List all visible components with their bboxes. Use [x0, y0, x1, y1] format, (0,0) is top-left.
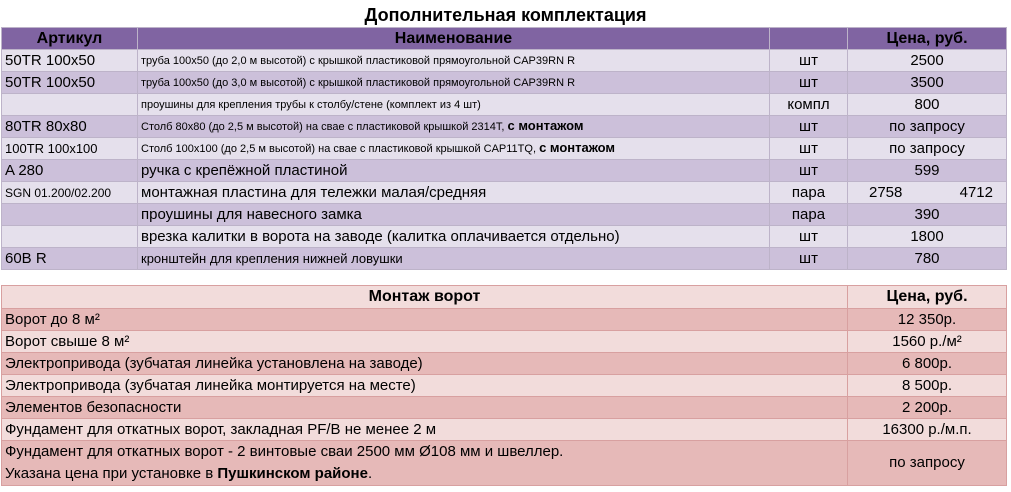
price-cell: 1800: [848, 226, 1007, 248]
name-bold-text: с монтажом: [539, 140, 616, 155]
table-row: [2, 397, 1007, 419]
header-name: Наименование: [138, 28, 770, 50]
service-cell: [2, 441, 848, 486]
gate-installation-table: [1, 285, 1007, 486]
table-row: [2, 138, 1007, 160]
price-cell: 3500: [848, 72, 1007, 94]
name-cell: труба 100х50 (до 3,0 м высотой) с крышкой пластиковой прямоугольной CAP39RN R: [138, 72, 770, 94]
header-unit: [770, 28, 848, 50]
name-bold-text: с монтажом: [507, 118, 584, 133]
unit-cell: шт: [770, 160, 848, 182]
price-cell: 12 350р.: [848, 309, 1007, 331]
price-cell: 599: [848, 160, 1007, 182]
service-line-1: Фундамент для откатных ворот - 2 винтовые сваи 2500 мм Ø108 мм и швеллер.: [5, 443, 564, 460]
service-cell: Электропривода (зубчатая линейка установлена на заводе): [2, 353, 848, 375]
service-cell: Ворот до 8 м²: [2, 309, 848, 331]
unit-cell: пара: [770, 182, 848, 204]
table-row: [2, 331, 1007, 353]
header-article: Артикул: [2, 28, 138, 50]
table-header-row: [2, 28, 1007, 50]
article-cell: [2, 94, 138, 116]
table-row: [2, 116, 1007, 138]
article-cell: 50TR 100x50: [2, 50, 138, 72]
unit-cell: шт: [770, 138, 848, 160]
article-cell: A 280: [2, 160, 138, 182]
name-cell: ручка с крепёжной пластиной: [138, 160, 770, 182]
section-title: Дополнительная комплектация: [364, 5, 647, 25]
unit-cell: шт: [770, 248, 848, 270]
name-cell: врезка калитки в ворота на заводе (калитка оплачивается отдельно): [138, 226, 770, 248]
header-price: Цена, руб.: [848, 286, 1007, 309]
price-cell: 390: [848, 204, 1007, 226]
service-cell: Элементов безопасности: [2, 397, 848, 419]
name-cell: кронштейн для крепления нижней ловушки: [138, 248, 770, 270]
price-cell: 2500: [848, 50, 1007, 72]
district-name: Пушкинском районе: [217, 465, 368, 482]
price-cell: по запросу: [848, 138, 1007, 160]
price-cell: по запросу: [848, 441, 1007, 486]
name-cell: монтажная пластина для тележки малая/средняя: [138, 182, 770, 204]
price-cell: [848, 182, 1007, 204]
unit-cell: шт: [770, 50, 848, 72]
table-row: [2, 182, 1007, 204]
table-row: [2, 226, 1007, 248]
name-cell: труба 100х50 (до 2,0 м высотой) с крышкой пластиковой прямоугольной CAP39RN R: [138, 50, 770, 72]
table-row: [2, 375, 1007, 397]
name-cell: проушины для крепления трубы к столбу/стене (комплект из 4 шт): [138, 94, 770, 116]
additional-equipment-table: [1, 27, 1007, 270]
unit-cell: пара: [770, 204, 848, 226]
article-cell: 100TR 100x100: [2, 138, 138, 160]
service-cell: Электропривода (зубчатая линейка монтируется на месте): [2, 375, 848, 397]
table-row: [2, 50, 1007, 72]
table-header-row: [2, 286, 1007, 309]
price-cell: 800: [848, 94, 1007, 116]
price-cell: 1560 р./м²: [848, 331, 1007, 353]
article-cell: 60B R: [2, 248, 138, 270]
name-cell: проушины для навесного замка: [138, 204, 770, 226]
table-row: [2, 441, 1007, 486]
table-row: [2, 248, 1007, 270]
table-row: [2, 160, 1007, 182]
table-row: [2, 309, 1007, 331]
price-cell: 6 800р.: [848, 353, 1007, 375]
unit-cell: шт: [770, 72, 848, 94]
article-cell: [2, 204, 138, 226]
price-cell: по запросу: [848, 116, 1007, 138]
article-cell: SGN 01.200/02.200: [2, 182, 138, 204]
service-line-2-prefix: Указана цена при установке в: [5, 465, 214, 482]
price-cell: 780: [848, 248, 1007, 270]
service-line-2-suffix: .: [367, 465, 373, 482]
name-cell: [138, 116, 770, 138]
table-row: [2, 353, 1007, 375]
header-installation: Монтаж ворот: [2, 286, 848, 309]
article-cell: [2, 226, 138, 248]
service-cell: Ворот свыше 8 м²: [2, 331, 848, 353]
header-price: Цена, руб.: [848, 28, 1007, 50]
price-cell: 8 500р.: [848, 375, 1007, 397]
unit-cell: шт: [770, 116, 848, 138]
name-cell: [138, 138, 770, 160]
price-small: 2758: [869, 183, 903, 201]
price-medium: 4712: [959, 183, 993, 201]
name-text: Столб 100х100 (до 2,5 м высотой) на свае с пластиковой крышкой CAP11TQ,: [141, 143, 537, 155]
unit-cell: шт: [770, 226, 848, 248]
article-cell: 50TR 100x50: [2, 72, 138, 94]
table-row: [2, 72, 1007, 94]
table-row: [2, 204, 1007, 226]
service-cell: Фундамент для откатных ворот, закладная PF/B не менее 2 м: [2, 419, 848, 441]
table-row: [2, 94, 1007, 116]
article-cell: 80TR 80x80: [2, 116, 138, 138]
price-cell: 2 200р.: [848, 397, 1007, 419]
unit-cell: компл: [770, 94, 848, 116]
name-text: Столб 80х80 (до 2,5 м высотой) на свае с пластиковой крышкой 2314Т,: [141, 121, 505, 133]
table-row: [2, 419, 1007, 441]
price-cell: 16300 р./м.п.: [848, 419, 1007, 441]
